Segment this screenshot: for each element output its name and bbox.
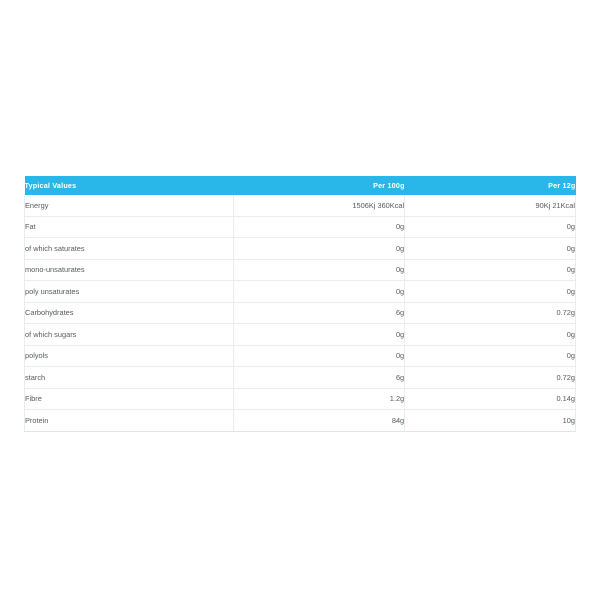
table-row bbox=[25, 238, 576, 260]
row-value-per-12g: 0g bbox=[405, 324, 576, 346]
row-value-per-12g: 90Kj 21Kcal bbox=[405, 195, 576, 216]
nutrition-table bbox=[24, 176, 576, 432]
row-value-per-100g: 0g bbox=[234, 324, 405, 346]
row-label: poly unsaturates bbox=[25, 281, 234, 303]
table-body bbox=[25, 195, 576, 431]
header-per-12g: Per 12g bbox=[405, 176, 576, 195]
header-per-100g: Per 100g bbox=[234, 176, 405, 195]
row-value-per-12g: 0g bbox=[405, 345, 576, 367]
table-row bbox=[25, 259, 576, 281]
row-value-per-100g: 0g bbox=[234, 238, 405, 260]
table-row bbox=[25, 324, 576, 346]
row-value-per-12g: 0.72g bbox=[405, 302, 576, 324]
row-label: Fibre bbox=[25, 388, 234, 410]
row-value-per-100g: 1506Kj 360Kcal bbox=[234, 195, 405, 216]
table-row bbox=[25, 410, 576, 432]
table-row bbox=[25, 195, 576, 216]
table-row bbox=[25, 388, 576, 410]
table-row bbox=[25, 302, 576, 324]
row-value-per-100g: 6g bbox=[234, 367, 405, 389]
table-row bbox=[25, 281, 576, 303]
row-label: Carbohydrates bbox=[25, 302, 234, 324]
table-row bbox=[25, 345, 576, 367]
row-label: Energy bbox=[25, 195, 234, 216]
table-row bbox=[25, 216, 576, 238]
row-label: Protein bbox=[25, 410, 234, 432]
row-value-per-100g: 0g bbox=[234, 216, 405, 238]
row-label: of which sugars bbox=[25, 324, 234, 346]
row-value-per-100g: 84g bbox=[234, 410, 405, 432]
header-row bbox=[25, 176, 576, 195]
row-value-per-100g: 1.2g bbox=[234, 388, 405, 410]
row-value-per-100g: 0g bbox=[234, 281, 405, 303]
row-value-per-100g: 0g bbox=[234, 345, 405, 367]
row-label: polyols bbox=[25, 345, 234, 367]
row-value-per-12g: 10g bbox=[405, 410, 576, 432]
row-value-per-100g: 0g bbox=[234, 259, 405, 281]
row-value-per-12g: 0g bbox=[405, 281, 576, 303]
row-label: Fat bbox=[25, 216, 234, 238]
row-label: starch bbox=[25, 367, 234, 389]
row-label: mono-unsaturates bbox=[25, 259, 234, 281]
nutrition-table-container bbox=[24, 176, 576, 432]
row-value-per-100g: 6g bbox=[234, 302, 405, 324]
header-typical-values: Typical Values bbox=[25, 176, 234, 195]
row-value-per-12g: 0g bbox=[405, 259, 576, 281]
row-value-per-12g: 0g bbox=[405, 238, 576, 260]
table-row bbox=[25, 367, 576, 389]
row-value-per-12g: 0.14g bbox=[405, 388, 576, 410]
row-value-per-12g: 0g bbox=[405, 216, 576, 238]
row-value-per-12g: 0.72g bbox=[405, 367, 576, 389]
table-header bbox=[25, 176, 576, 195]
row-label: of which saturates bbox=[25, 238, 234, 260]
